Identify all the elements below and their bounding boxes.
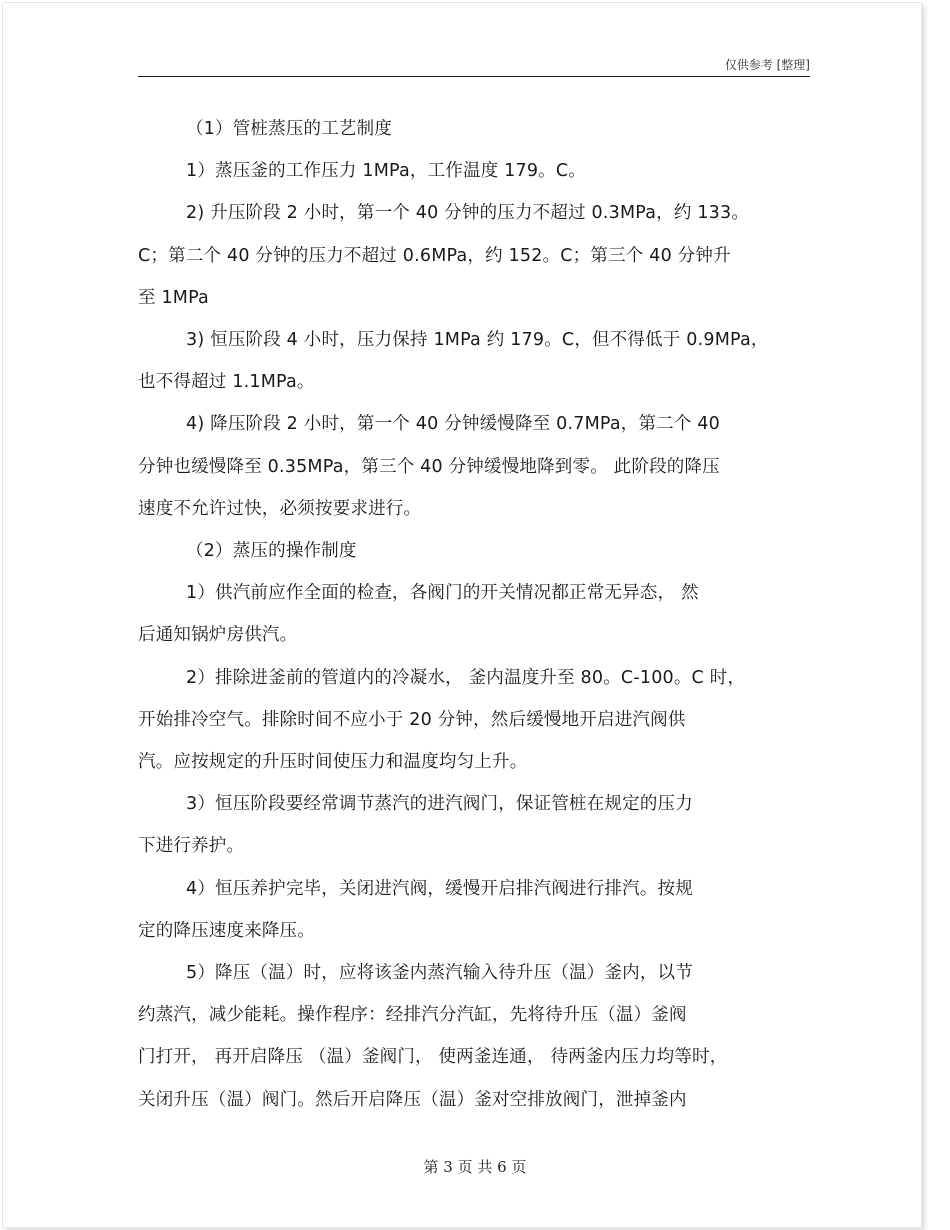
text-line: 下进行养护。 [138, 836, 245, 857]
paragraph [138, 657, 810, 784]
text-line: 分钟也缓慢降至 0.35MPa，第三个 40 分钟缓慢地降到零。 此阶段的降压 [138, 456, 720, 477]
text-line: 2）排除进釜前的管道内的冷凝水， 釜内温度升至 80。C-100。C 时， [186, 667, 746, 688]
text-line: 关闭升压（温）阀门。然后开启降压（温）釜对空排放阀门，泄掉釜内 [138, 1089, 687, 1110]
paragraph [138, 952, 810, 1121]
header-note: 仅供参考 [整理] [724, 58, 810, 72]
text-line: （2）蒸压的操作制度 [186, 541, 357, 562]
section-heading [138, 530, 810, 572]
paragraph [138, 192, 810, 319]
text-line: 至 1MPa [138, 287, 209, 308]
text-line: 2) 升压阶段 2 小时，第一个 40 分钟的压力不超过 0.3MPa，约 133。 [186, 203, 750, 224]
text-line: 1）供汽前应作全面的检查，各阀门的开关情况都正常无异态， 然 [186, 583, 699, 604]
paragraph [138, 783, 810, 867]
paragraph [138, 868, 810, 952]
text-line: 开始排冷空气。排除时间不应小于 20 分钟，然后缓慢地开启进汽阀供 [138, 709, 686, 730]
page-header [138, 54, 810, 77]
text-line: 也不得超过 1.1MPa。 [138, 372, 315, 393]
text-line: 约蒸汽，减少能耗。操作程序：经排汽分汽缸，先将待升压（温）釜阀 [138, 1005, 687, 1026]
text-line: 定的降压速度来降压。 [138, 920, 315, 941]
text-line: （1）管桩蒸压的工艺制度 [186, 119, 393, 139]
document-body [138, 108, 810, 1121]
paragraph [138, 572, 810, 656]
paragraph [138, 319, 810, 403]
paragraph [138, 150, 810, 192]
text-line: 后通知锅炉房供汽。 [138, 625, 298, 646]
text-line: C；第二个 40 分钟的压力不超过 0.6MPa，约 152。C；第三个 40 分钟升 [138, 245, 731, 266]
text-line: 4）恒压养护完毕，关闭进汽阀，缓慢开启排汽阀进行排汽。按规 [186, 878, 693, 899]
text-line: 汽。应按规定的升压时间使压力和温度均匀上升。 [138, 752, 528, 773]
text-line: 5）降压（温）时，应将该釜内蒸汽输入待升压（温）釜内，以节 [186, 963, 693, 984]
text-line: 门打开， 再开启降压 （温）釜阀门， 使两釜连通， 待两釜内压力均等时， [138, 1047, 728, 1068]
text-line: 1）蒸压釜的工作压力 1MPa，工作温度 179。C。 [186, 161, 587, 182]
page-footer: 第 3 页 共 6 页 [423, 1158, 527, 1176]
section-heading [138, 108, 810, 150]
text-line: 3）恒压阶段要经常调节蒸汽的进汽阀门，保证管桩在规定的压力 [186, 794, 693, 815]
text-line: 速度不允许过快，必须按要求进行。 [138, 498, 422, 519]
text-line: 3) 恒压阶段 4 小时，压力保持 1MPa 约 179。C，但不得低于 0.9MPa， [186, 330, 769, 351]
text-line: 4) 降压阶段 2 小时，第一个 40 分钟缓慢降至 0.7MPa，第二个 40 [186, 414, 720, 435]
paragraph [138, 403, 810, 530]
